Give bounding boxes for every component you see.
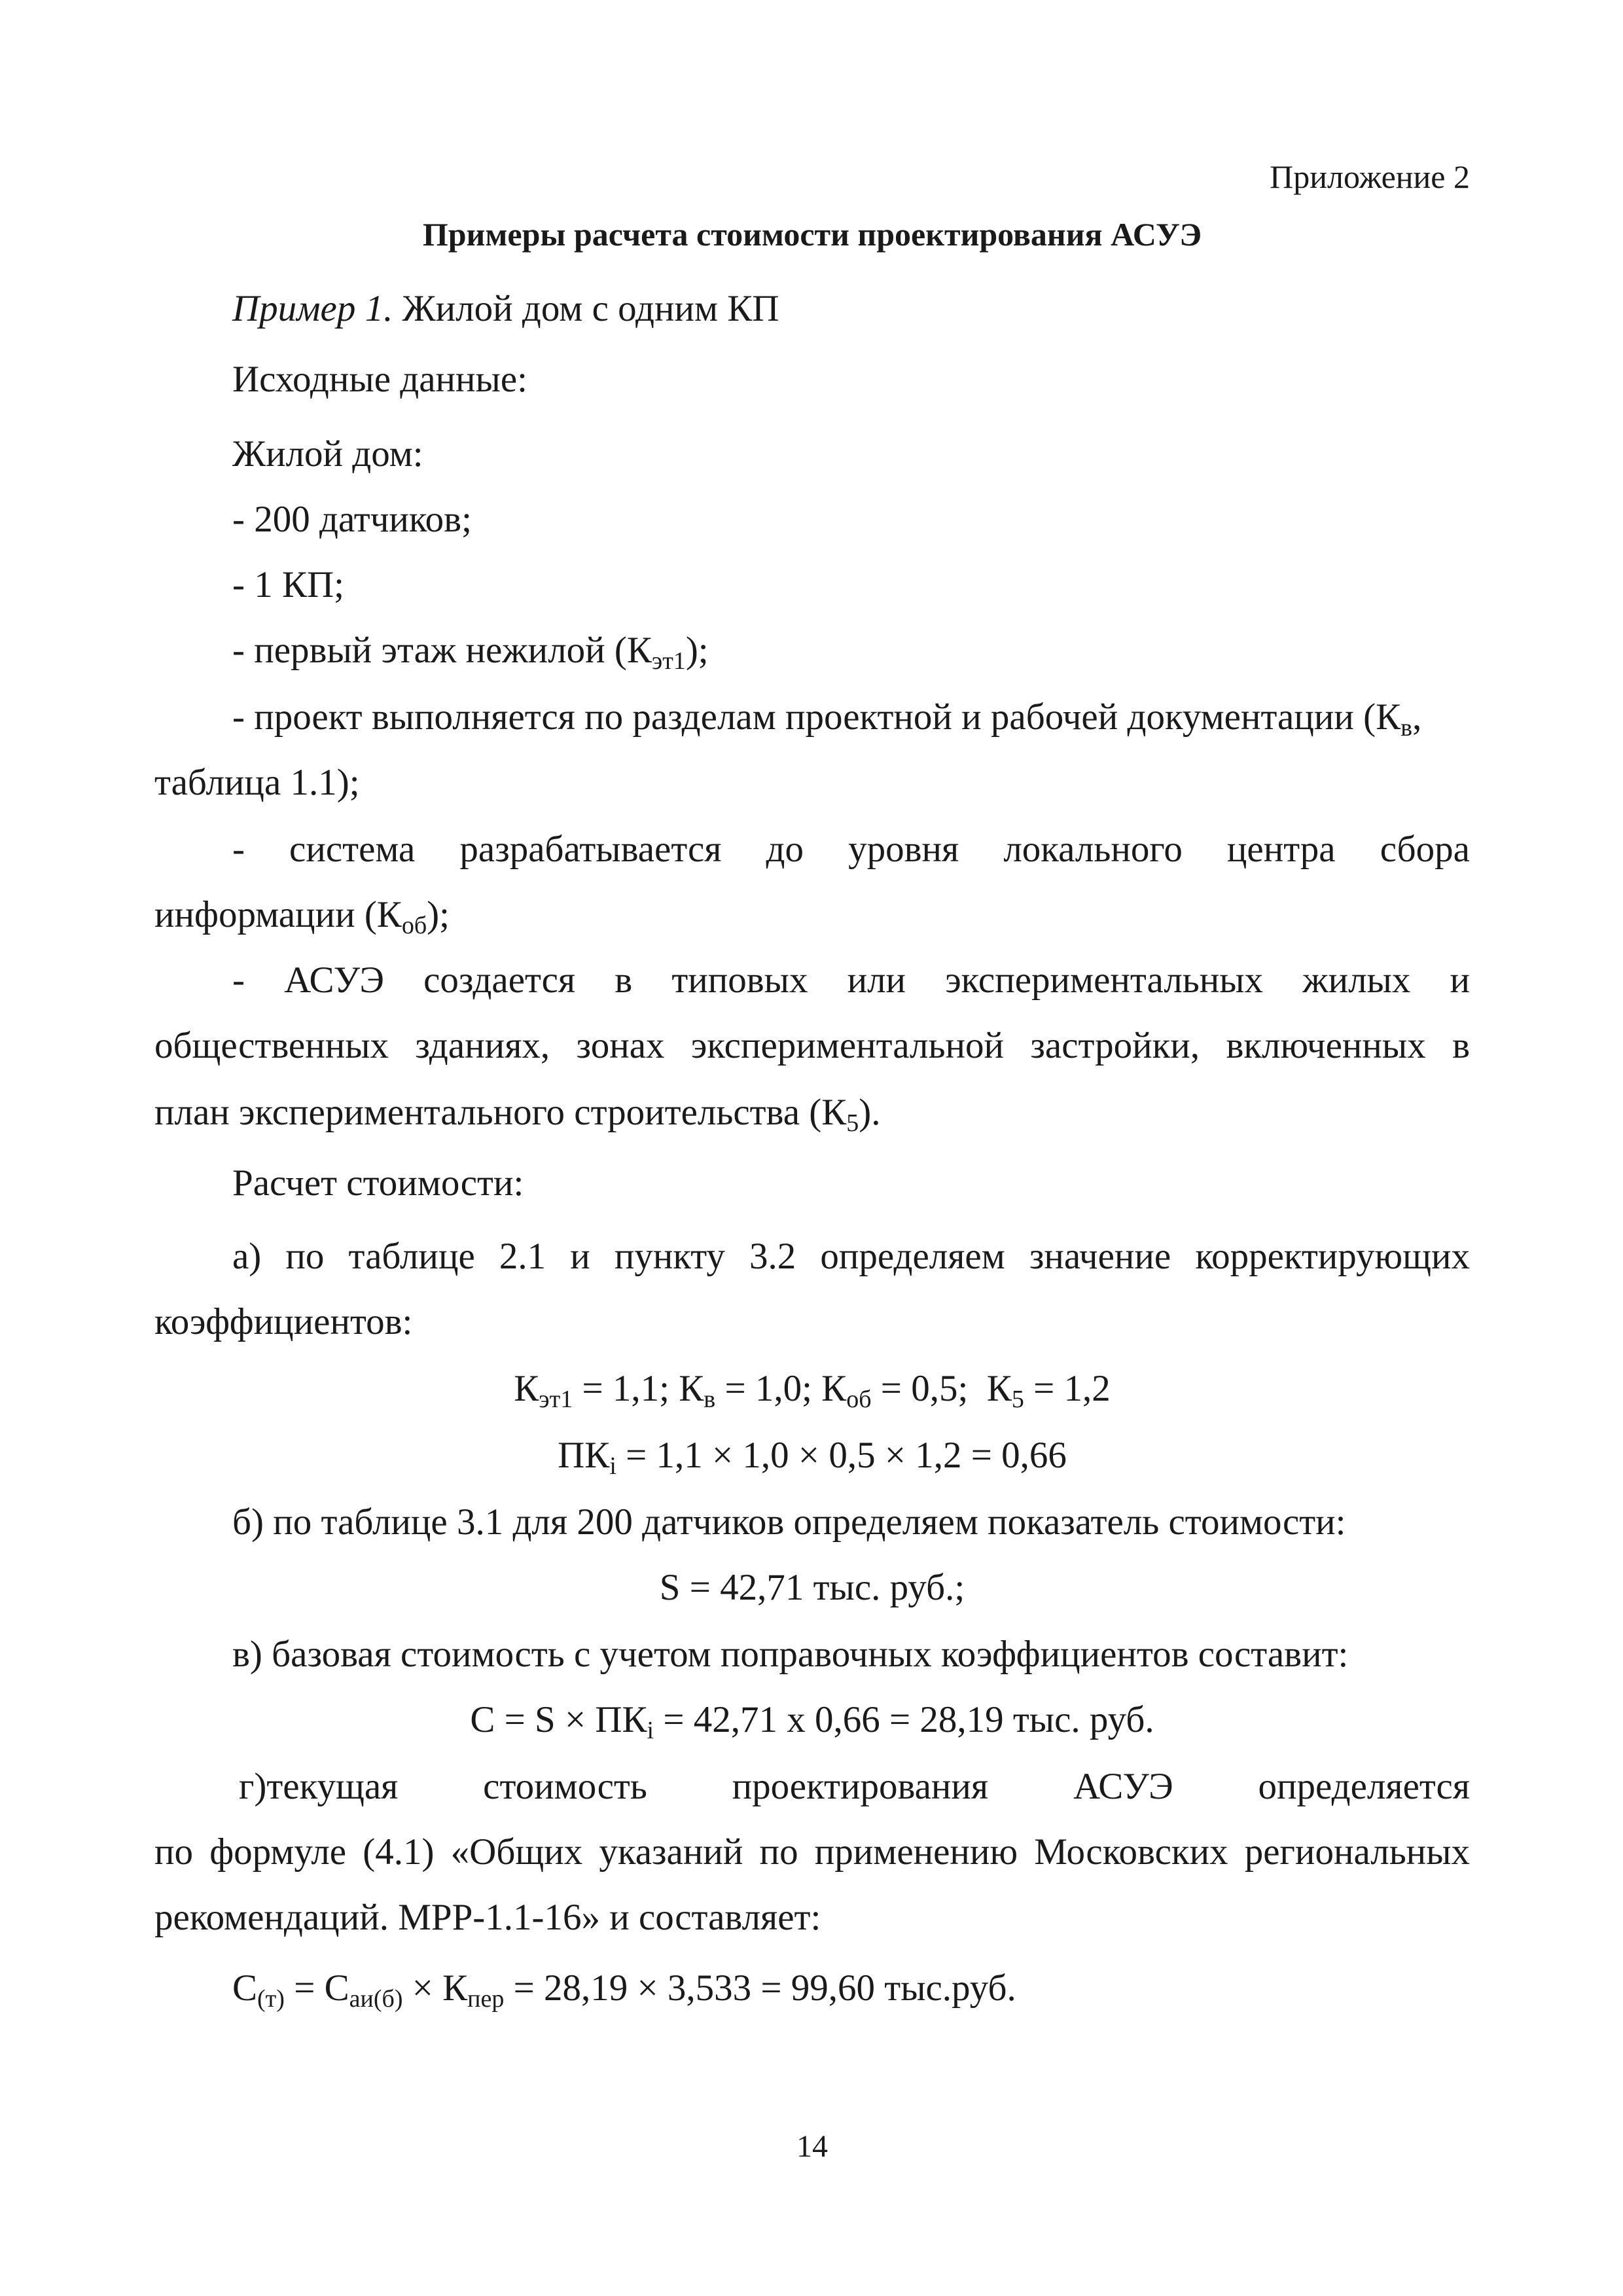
step-v: в) базовая стоимость с учетом поправочных коэффициентов составит: [232, 1634, 1349, 1675]
list-item: - проект выполняется по разделам проектной и рабочей документации ($К_в$, [232, 696, 1422, 742]
step-b: б) по таблице 3.1 для 200 датчиков определяем показатель стоимости: [232, 1501, 1346, 1543]
list-item-continuation: информации $(К_{об})$; [154, 894, 450, 939]
initial-data-label: Исходные данные: [232, 359, 527, 400]
formula-current-cost: $С_{(т)} = С_{аи(б)} \times К_{пер} = 28,19 \times 3,533 = 99,60$ тыс.руб. [232, 1967, 1016, 2013]
list-item: - АСУЭ создается в типовых или экспериментальных жилых и [232, 960, 1470, 1001]
list-item-continuation: план экспериментального строительства $(К_5)$. [154, 1092, 881, 1137]
list-item: - 1 КП; [232, 564, 344, 605]
formula-c: $С = S \times ПК_i = 42,71$ х 0,66 = 28,19 тыс. руб. [470, 1699, 1154, 1744]
page-title: Примеры расчета стоимости проектирования АСУЭ [422, 216, 1202, 253]
list-item-continuation: общественных зданиях, зонах экспериментальной застройки, включенных в [154, 1025, 1470, 1066]
step-a: а) по таблице 2.1 и пункту 3.2 определяем значение корректирующих [232, 1236, 1470, 1277]
example-label: Пример 1. [232, 288, 393, 329]
example-text: Жилой дом с одним КП [402, 288, 779, 329]
appendix-header: Приложение 2 [1270, 158, 1470, 195]
formula-s: S = 42,71 тыс. руб.; [659, 1567, 965, 1608]
formula-coefficients: $К_{эт1} = 1,1$; $К_в = 1,0$; $К_{об} = 0,5$; $К_5 = 1,2$ [514, 1368, 1111, 1413]
step-g: г)текущая стоимость проектирования АСУЭ определяется [239, 1766, 1470, 1807]
step-g-continuation: рекомендаций. МРР-1.1-16» и составляет: [154, 1897, 821, 1938]
list-item: - 200 датчиков; [232, 499, 472, 540]
page-number: 14 [796, 2129, 828, 2164]
step-g-continuation: по формуле (4.1) «Общих указаний по применению Московских региональных [154, 1831, 1470, 1873]
example-heading [232, 283, 1470, 335]
house-label: Жилой дом: [232, 433, 423, 475]
step-a-continuation: коэффициентов: [154, 1301, 413, 1342]
list-item: - первый этаж нежилой $(К_{эт1})$; [232, 630, 709, 675]
list-item-continuation: таблица 1.1); [154, 762, 360, 803]
calc-heading: Расчет стоимости: [232, 1162, 524, 1204]
list-item: - система разрабатывается до уровня локального центра сбора [232, 829, 1470, 870]
formula-pk: $ПК_i = 1,1 \times 1,0 \times 0,5 \times 1,2 = 0,66$ [558, 1435, 1067, 1480]
